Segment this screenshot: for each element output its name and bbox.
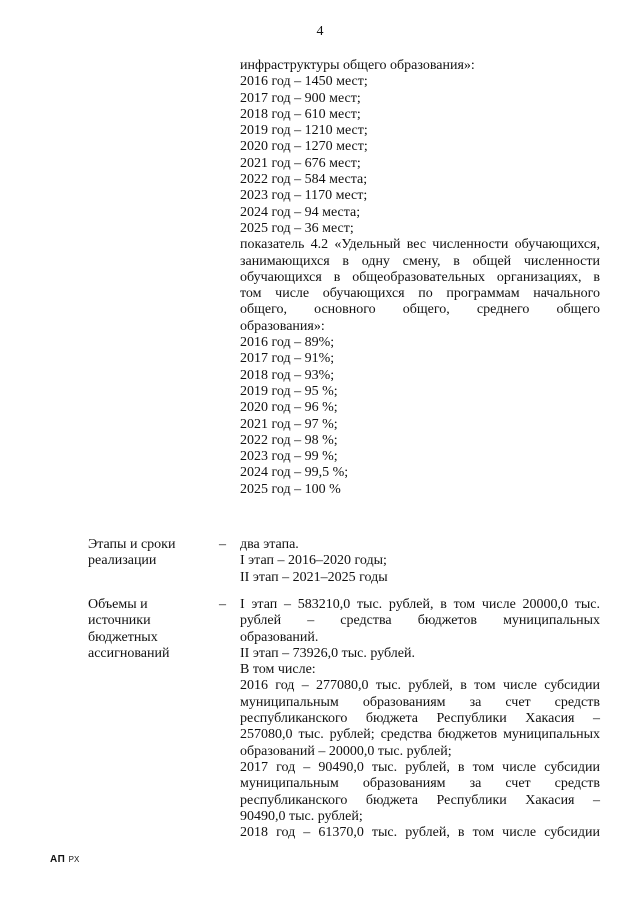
places-line: 2024 год – 94 места;: [240, 204, 361, 220]
stages-dash: –: [219, 537, 226, 552]
stages-line: II этап – 2021–2025 годы: [240, 569, 388, 585]
share-line: 2022 год – 98 %;: [240, 432, 338, 448]
funding-line: муниципальным образованиям за счет средств: [240, 776, 600, 792]
funding-line: муниципальным образованиям за счет средств: [240, 694, 600, 710]
places-line: 2025 год – 36 мест;: [240, 220, 354, 236]
funding-line: образований.: [240, 629, 319, 645]
footer-mark: [50, 854, 80, 865]
funding-text: [240, 597, 600, 841]
shares-list: [240, 335, 600, 498]
funding-line: 2016 год – 277080,0 тыс. рублей, в том числе субсидии: [240, 678, 600, 694]
funding-label-line: Объемы и: [88, 597, 148, 612]
stages-line: два этапа.: [240, 537, 299, 552]
funding-label-line: бюджетных: [88, 629, 158, 645]
funding-line: 2017 год – 90490,0 тыс. рублей, в том числе субсидии: [240, 759, 600, 775]
funding-label: [88, 597, 208, 662]
funding-line: I этап – 583210,0 тыс. рублей, в том числе 20000,0 тыс.: [240, 597, 600, 612]
indicator-block: [240, 58, 600, 498]
funding-line: 257080,0 тыс. рублей; средства бюджетов муниципальных: [240, 727, 600, 743]
page-number: 4: [316, 24, 324, 39]
stages-label-line: реализации: [88, 553, 157, 569]
indicator-line: том числе обучающихся по программам начального: [240, 286, 600, 302]
stages-label-line: Этапы и сроки: [88, 537, 176, 552]
funding-line: образований – 20000,0 тыс. рублей;: [240, 743, 452, 759]
share-line: 2025 год – 100 %: [240, 481, 341, 497]
share-line: 2024 год – 99,5 %;: [240, 465, 349, 481]
intro-line: инфраструктуры общего образования»:: [240, 58, 475, 73]
places-line: 2020 год – 1270 мест;: [240, 139, 368, 155]
indicator-line: показатель 4.2 «Удельный вес численности обучающихся,: [240, 237, 600, 253]
funding-label-line: ассигнований: [88, 645, 170, 661]
funding-line: 2018 год – 61370,0 тыс. рублей, в том числе субсидии: [240, 825, 600, 841]
places-line: 2017 год – 900 мест;: [240, 90, 361, 106]
places-line: 2018 год – 610 мест;: [240, 106, 361, 122]
indicator-4-2-text: [240, 237, 600, 335]
share-line: 2019 год – 95 %;: [240, 383, 338, 399]
footer-main: АП: [50, 854, 66, 865]
indicator-line: образования»:: [240, 318, 325, 334]
places-line: 2019 год – 1210 мест;: [240, 123, 368, 139]
funding-line: II этап – 73926,0 тыс. рублей.: [240, 645, 415, 661]
share-line: 2021 год – 97 %;: [240, 416, 338, 432]
places-line: 2022 год – 584 места;: [240, 172, 368, 188]
share-line: 2020 год – 96 %;: [240, 400, 338, 416]
footer-small: РХ: [68, 855, 80, 864]
share-line: 2023 год – 99 %;: [240, 449, 338, 465]
funding-line: рублей – средства бюджетов муниципальных: [240, 613, 600, 629]
funding-line: республиканского бюджета Республики Хакасия –: [240, 711, 600, 727]
funding-dash: –: [219, 597, 226, 612]
indicator-line: обучающихся в общеобразовательных организациях, в: [240, 269, 600, 285]
stages-text: [240, 537, 600, 586]
places-line: 2021 год – 676 мест;: [240, 155, 361, 171]
stages-label: [88, 537, 208, 570]
places-line: 2023 год – 1170 мест;: [240, 188, 368, 204]
funding-line: В том числе:: [240, 662, 316, 678]
share-line: 2016 год – 89%;: [240, 335, 335, 351]
stages-line: I этап – 2016–2020 годы;: [240, 553, 387, 569]
funding-line: республиканского бюджета Республики Хакасия –: [240, 792, 600, 808]
places-list: [240, 74, 600, 237]
indicator-line: общего, основного общего, среднего общего: [240, 302, 600, 318]
places-line: 2016 год – 1450 мест;: [240, 74, 368, 90]
share-line: 2018 год – 93%;: [240, 367, 335, 383]
share-line: 2017 год – 91%;: [240, 351, 335, 367]
funding-line: 90490,0 тыс. рублей;: [240, 808, 363, 824]
indicator-line: занимающихся в одну смену, в общей численности: [240, 253, 600, 269]
funding-label-line: источники: [88, 613, 151, 629]
